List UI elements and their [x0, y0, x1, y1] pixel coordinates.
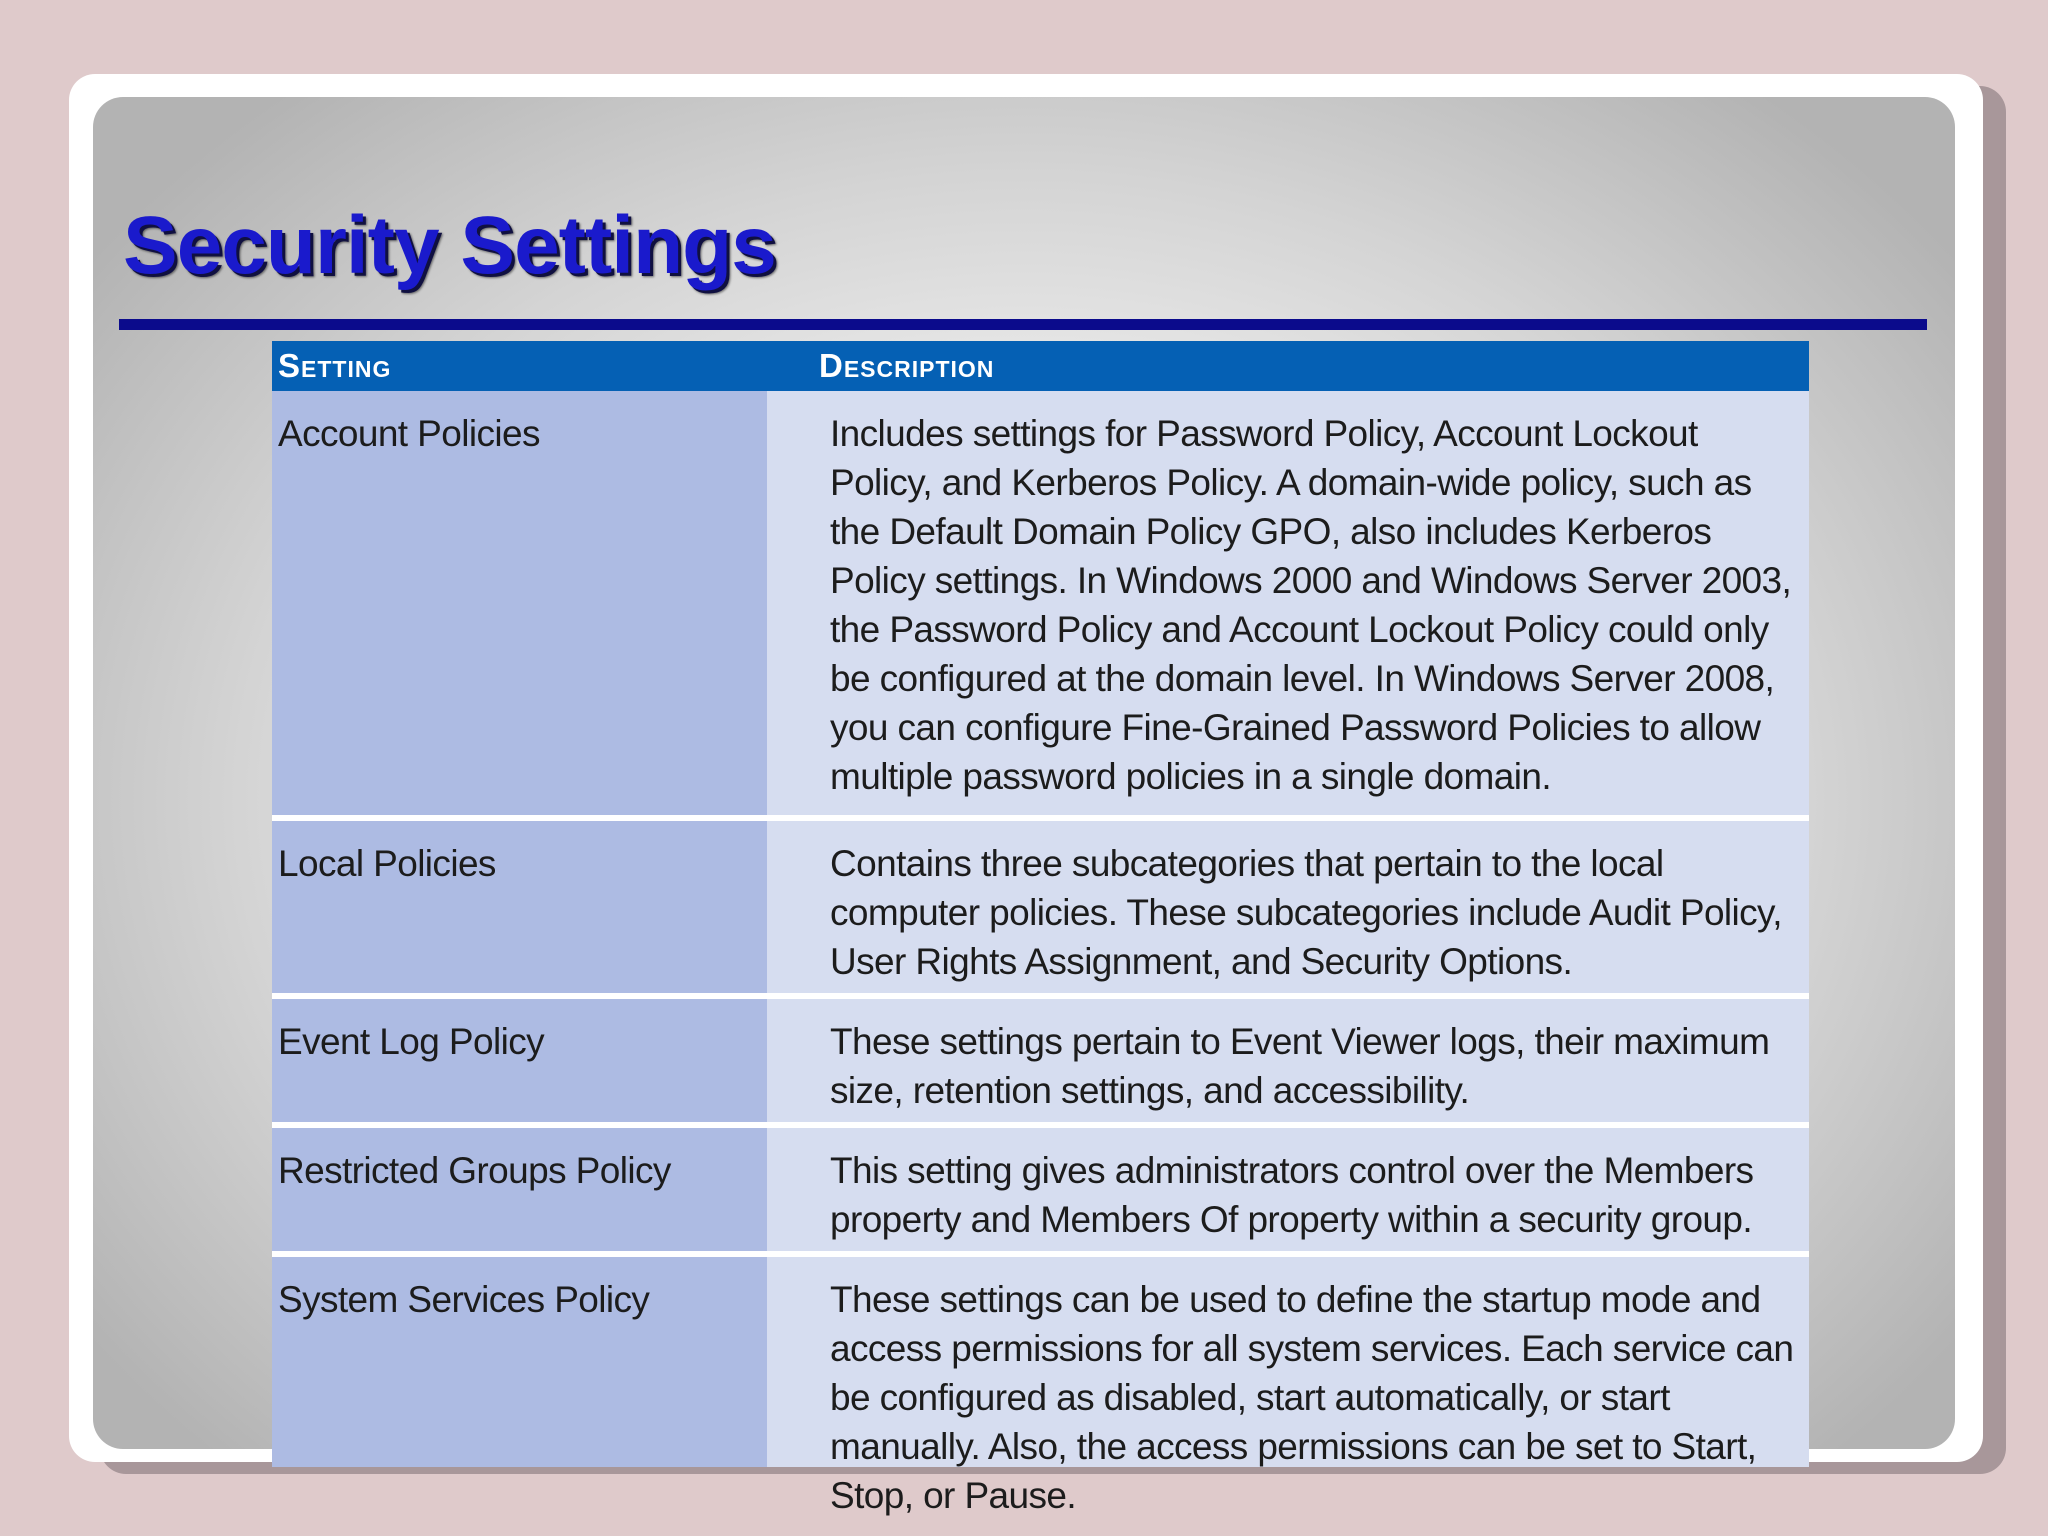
title-underline [119, 319, 1927, 330]
column-header-description: Description [819, 347, 995, 384]
setting-cell: Restricted Groups Policy [272, 1128, 767, 1251]
table-header [272, 341, 1809, 391]
slide-title: Security Settings [123, 200, 776, 291]
table-row [272, 1128, 1809, 1257]
table-row [272, 999, 1809, 1128]
description-cell: These settings pertain to Event Viewer logs, their maximum size, retention settings, and accessibility. [767, 999, 1809, 1122]
description-cell: Contains three subcategories that pertain to the local computer policies. These subcategories include Audit Policy, User Rights Assignment, and Security Options. [767, 821, 1809, 993]
setting-cell: System Services Policy [272, 1257, 767, 1467]
description-cell: Includes settings for Password Policy, Account Lockout Policy, and Kerberos Policy. A domain-wide policy, such as the Default Domain Policy GPO, also includes Kerberos Policy settings. In Windows 2000 and Windows Server 2003, the Password Policy and Account Lockout Policy could only be configured at the domain level. In Windows Server 2008, you can configure Fine-Grained Password Policies to allow multiple password policies in a single domain. [767, 391, 1809, 815]
slide [93, 97, 1955, 1516]
table-row [272, 391, 1809, 821]
description-cell: This setting gives administrators control over the Members property and Members Of property within a security group. [767, 1128, 1809, 1251]
table-row [272, 1257, 1809, 1516]
column-header-setting: Setting [278, 347, 392, 384]
setting-cell: Account Policies [272, 391, 767, 815]
table-row [272, 821, 1809, 999]
description-cell: These settings can be used to define the startup mode and access permissions for all system services. Each service can be configured as disabled, start automatically, or start manually. Also, the access permissions can be set to Start, Stop, or Pause. [767, 1257, 1809, 1467]
setting-cell: Local Policies [272, 821, 767, 993]
setting-cell: Event Log Policy [272, 999, 767, 1122]
security-settings-table [272, 341, 1809, 1516]
